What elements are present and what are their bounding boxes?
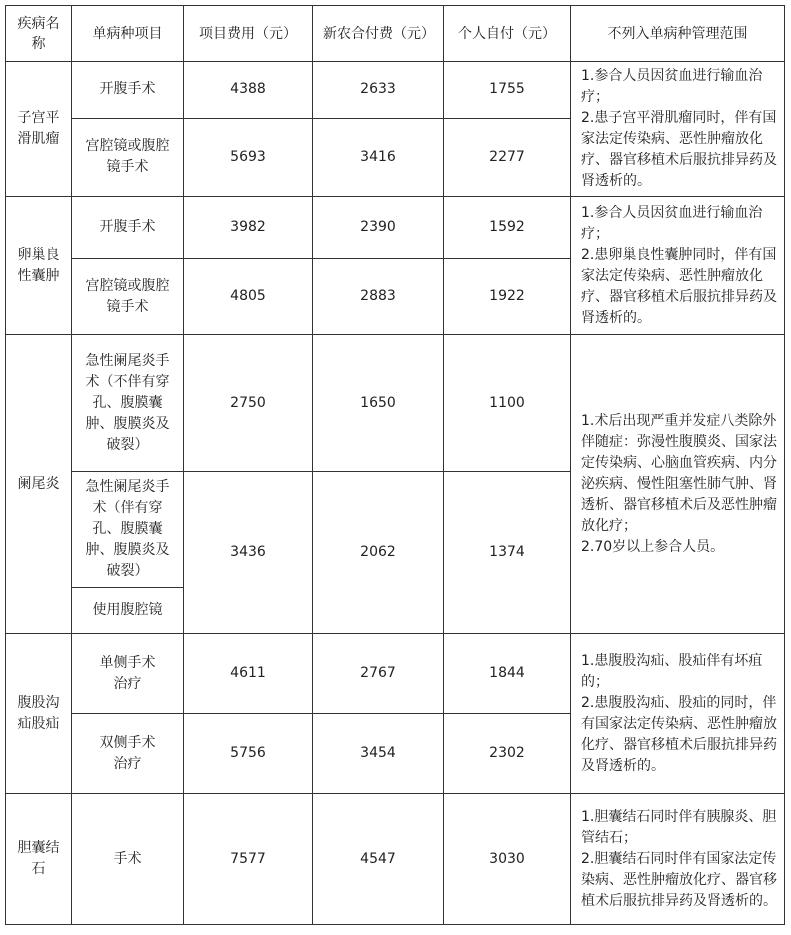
cost-cell: 7577 (184, 794, 313, 925)
self-cell: 2302 (444, 714, 571, 794)
self-cell: 1592 (444, 197, 571, 259)
self-cell: 1100 (444, 335, 571, 472)
header-nrcms-payment: 新农合付费（元） (313, 6, 444, 62)
item-cell: 使用腹腔镜 (72, 588, 184, 634)
item-cell: 急性阑尾炎手术（伴有穿孔、腹膜囊肿、腹膜炎及破裂） (72, 472, 184, 588)
cost-cell: 3982 (184, 197, 313, 259)
header-self-payment: 个人自付（元） (444, 6, 571, 62)
item-cell: 手术 (72, 794, 184, 925)
exclusion-scope-cell: 1.参合人员因贫血进行输血治疗； 2.患子宫平滑肌瘤同时，伴有国家法定传染病、恶性肿瘤放化疗、器官移植术后服抗排异药及肾透析的。 (571, 62, 785, 197)
self-cell: 2277 (444, 118, 571, 196)
nrcms-cell: 2883 (313, 259, 444, 335)
cost-cell: 3436 (184, 472, 313, 634)
surgery-fee-table (5, 5, 785, 925)
nrcms-cell: 2633 (313, 62, 444, 119)
nrcms-cell: 2767 (313, 634, 444, 714)
disease-name-cell: 胆囊结石 (6, 794, 72, 925)
header-exclusion-scope: 不列入单病种管理范围 (571, 6, 785, 62)
item-cell: 宫腔镜或腹腔镜手术 (72, 118, 184, 196)
self-cell: 1844 (444, 634, 571, 714)
nrcms-cell: 2390 (313, 197, 444, 259)
table-row (6, 62, 785, 119)
disease-name-cell: 子宫平滑肌瘤 (6, 62, 72, 197)
item-cell: 开腹手术 (72, 62, 184, 119)
exclusion-scope-cell: 1.术后出现严重并发症八类除外伴随症：弥漫性腹膜炎、国家法定传染病、心脑血管疾病、内分泌疾病、慢性阻塞性肺气肿、肾透析、器官移植术后及恶性肿瘤放化疗； 2.70岁以上参合人员。 (571, 335, 785, 634)
self-cell: 1755 (444, 62, 571, 119)
item-cell: 单侧手术治疗 (72, 634, 184, 714)
cost-cell: 5693 (184, 118, 313, 196)
cost-cell: 4611 (184, 634, 313, 714)
exclusion-scope-cell: 1.参合人员因贫血进行输血治疗； 2.患卵巢良性囊肿同时，伴有国家法定传染病、恶性肿瘤放化疗、器官移植术后服抗排异药及肾透析的。 (571, 197, 785, 335)
header-item: 单病种项目 (72, 6, 184, 62)
item-cell: 开腹手术 (72, 197, 184, 259)
nrcms-cell: 3454 (313, 714, 444, 794)
nrcms-cell: 3416 (313, 118, 444, 196)
item-cell: 宫腔镜或腹腔镜手术 (72, 259, 184, 335)
header-disease-name: 疾病名称 (6, 6, 72, 62)
table-row (6, 335, 785, 472)
nrcms-cell: 4547 (313, 794, 444, 925)
nrcms-cell: 1650 (313, 335, 444, 472)
cost-cell: 4388 (184, 62, 313, 119)
self-cell: 1922 (444, 259, 571, 335)
cost-cell: 5756 (184, 714, 313, 794)
disease-name-cell: 腹股沟疝股疝 (6, 634, 72, 794)
table-row (6, 634, 785, 714)
cost-cell: 2750 (184, 335, 313, 472)
exclusion-scope-cell: 1.患腹股沟疝、股疝伴有坏疽的； 2.患腹股沟疝、股疝的同时，伴有国家法定传染病、恶性肿瘤放化疗、器官移植术后服抗排异药及肾透析的。 (571, 634, 785, 794)
item-cell: 急性阑尾炎手术（不伴有穿孔、腹膜囊肿、腹膜炎及破裂） (72, 335, 184, 472)
self-cell: 1374 (444, 472, 571, 634)
self-cell: 3030 (444, 794, 571, 925)
table-row (6, 794, 785, 925)
exclusion-scope-cell: 1.胆囊结石同时伴有胰腺炎、胆管结石； 2.胆囊结石同时伴有国家法定传染病、恶性肿瘤放化疗、器官移植术后服抗排异药及肾透析的。 (571, 794, 785, 925)
cost-cell: 4805 (184, 259, 313, 335)
header-cost: 项目费用（元） (184, 6, 313, 62)
disease-name-cell: 卵巢良性囊肿 (6, 197, 72, 335)
table-row (6, 197, 785, 259)
nrcms-cell: 2062 (313, 472, 444, 634)
header-row (6, 6, 785, 62)
disease-name-cell: 阑尾炎 (6, 335, 72, 634)
item-cell: 双侧手术治疗 (72, 714, 184, 794)
